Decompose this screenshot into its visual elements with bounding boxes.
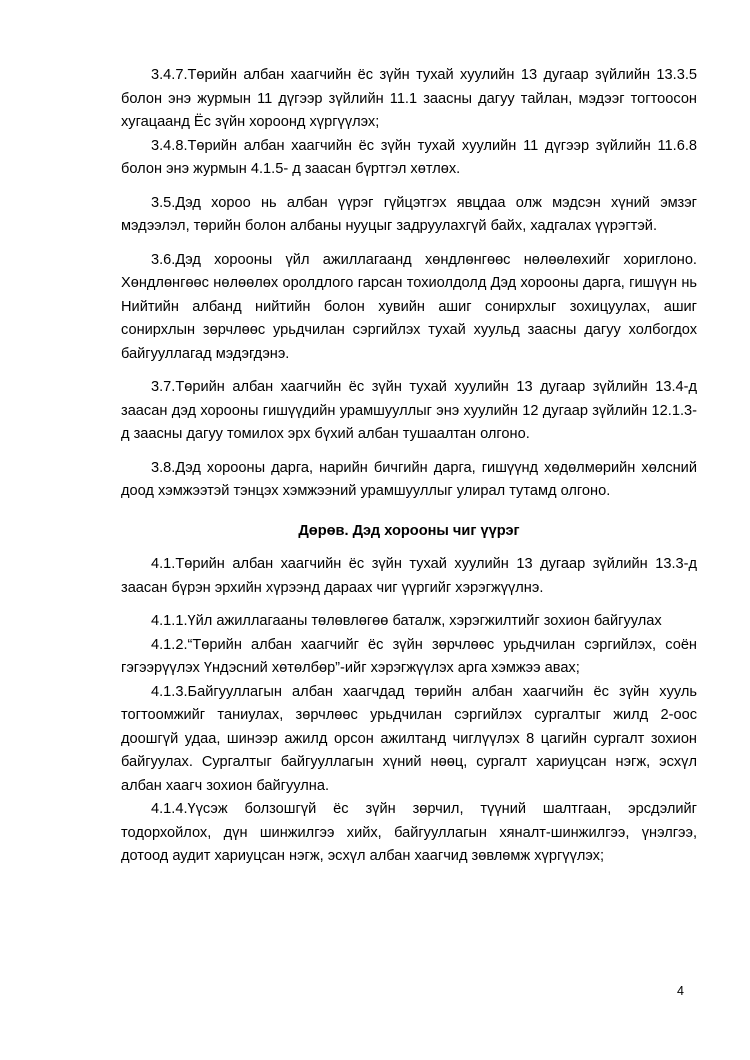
paragraph-3-6: 3.6.Дэд хорооны үйл ажиллагаанд хөндлөнгөөс нөлөөлөхийг хориглоно. Хөндлөнгөөс нөлөөлөх оролдлого гарсан тохиолдолд Дэд хорооны дарга, гишүүн нь Нийтийн албанд нийтийн болон хувийн ашиг сонирхлыг зохицуулах, ашиг сонирхлын зөрчлөөс урьдчилан сэргийлэх тухай хуульд заасны дагуу холбогдох байгууллагад мэдэгдэнэ.	[121, 251, 697, 362]
paragraph-3-7: 3.7.Төрийн албан хаагчийн ёс зүйн тухай хуулийн 13 дугаар зүйлийн 13.4-д заасан дэд хорооны гишүүдийн урамшууллыг энэ хуулийн 12 дугаар зүйлийн 12.1.3-д заасны дагуу томилох эрх бүхий албан тушаалтан олгоно.	[121, 379, 697, 442]
paragraph-3-5: 3.5.Дэд хороо нь албан үүрэг гүйцэтгэх явцдаа олж мэдсэн хүний эмзэг мэдээлэл, төрийн болон албаны нууцыг задруулахгүй байх, хадгалах үүрэгтэй.	[121, 194, 697, 234]
paragraph-4-1-4: 4.1.4.Үүсэж болзошгүй ёс зүйн зөрчил, түүний шалтгаан, эрсдэлийг тодорхойлох, дүн шинжилгээ хийх, байгууллагын хяналт-шинжилгээ, үнэлгээ, дотоод аудит хариуцсан нэгж, эсхүл албан хаагчид зөвлөмж хүргүүлэх;	[121, 801, 697, 864]
paragraph-4-1-2: 4.1.2.“Төрийн албан хаагчийг ёс зүйн зөрчлөөс урьдчилан сэргийлэх, соён гэгээрүүлэх Үндэсний хөтөлбөр”-ийг хэрэгжүүлэх арга хэмжээ авах;	[121, 636, 697, 676]
document-body	[121, 64, 697, 869]
section-heading: Дөрөв. Дэд хорооны чиг үүрэг	[298, 522, 520, 539]
paragraph-4-1-3: 4.1.3.Байгууллагын албан хаагчдад төрийн албан хаагчийн ёс зүйн хууль тогтоомжийг таниулах, зөрчлөөс урьдчилан сэргийлэх сургалтыг жилд 2-оос доошгүй удаа, шинээр ажилд орсон ажилтанд чиглүүлэх 8 цагийн сургалт зохион байгуулах. Сургалтыг байгууллагын хүний нөөц, сургалт хариуцсан нэгж, эсхүл албан хаагч зохион байгуулна.	[121, 683, 697, 794]
paragraph-3-4-7: 3.4.7.Төрийн албан хаагчийн ёс зүйн тухай хуулийн 13 дугаар зүйлийн 13.3.5 болон энэ журмын 11 дүгээр зүйлийн 11.1 заасны дагуу тайлан, мэдээг тогтоосон хугацаанд Ёс зүйн хороонд хүргүүлэх;	[121, 67, 697, 130]
paragraph-4-1: 4.1.Төрийн албан хаагчийн ёс зүйн тухай хуулийн 13 дугаар зүйлийн 13.3-д заасан бүрэн эрхийн хүрээнд дараах чиг үүргийг хэрэгжүүлнэ.	[121, 556, 697, 596]
page-number: 4	[677, 984, 684, 998]
paragraph-3-8: 3.8.Дэд хорооны дарга, нарийн бичгийн дарга, гишүүнд хөдөлмөрийн хөлсний доод хэмжээтэй тэнцэх хэмжээний урамшууллыг улирал тутамд олгоно.	[121, 459, 697, 499]
paragraph-3-4-8: 3.4.8.Төрийн албан хаагчийн ёс зүйн тухай хуулийн 11 дүгээр зүйлийн 11.6.8 болон энэ журмын 4.1.5- д заасан бүртгэл хөтлөх.	[121, 137, 697, 177]
paragraph-4-1-1: 4.1.1.Үйл ажиллагааны төлөвлөгөө баталж, хэрэгжилтийг зохион байгуулах	[151, 613, 662, 629]
